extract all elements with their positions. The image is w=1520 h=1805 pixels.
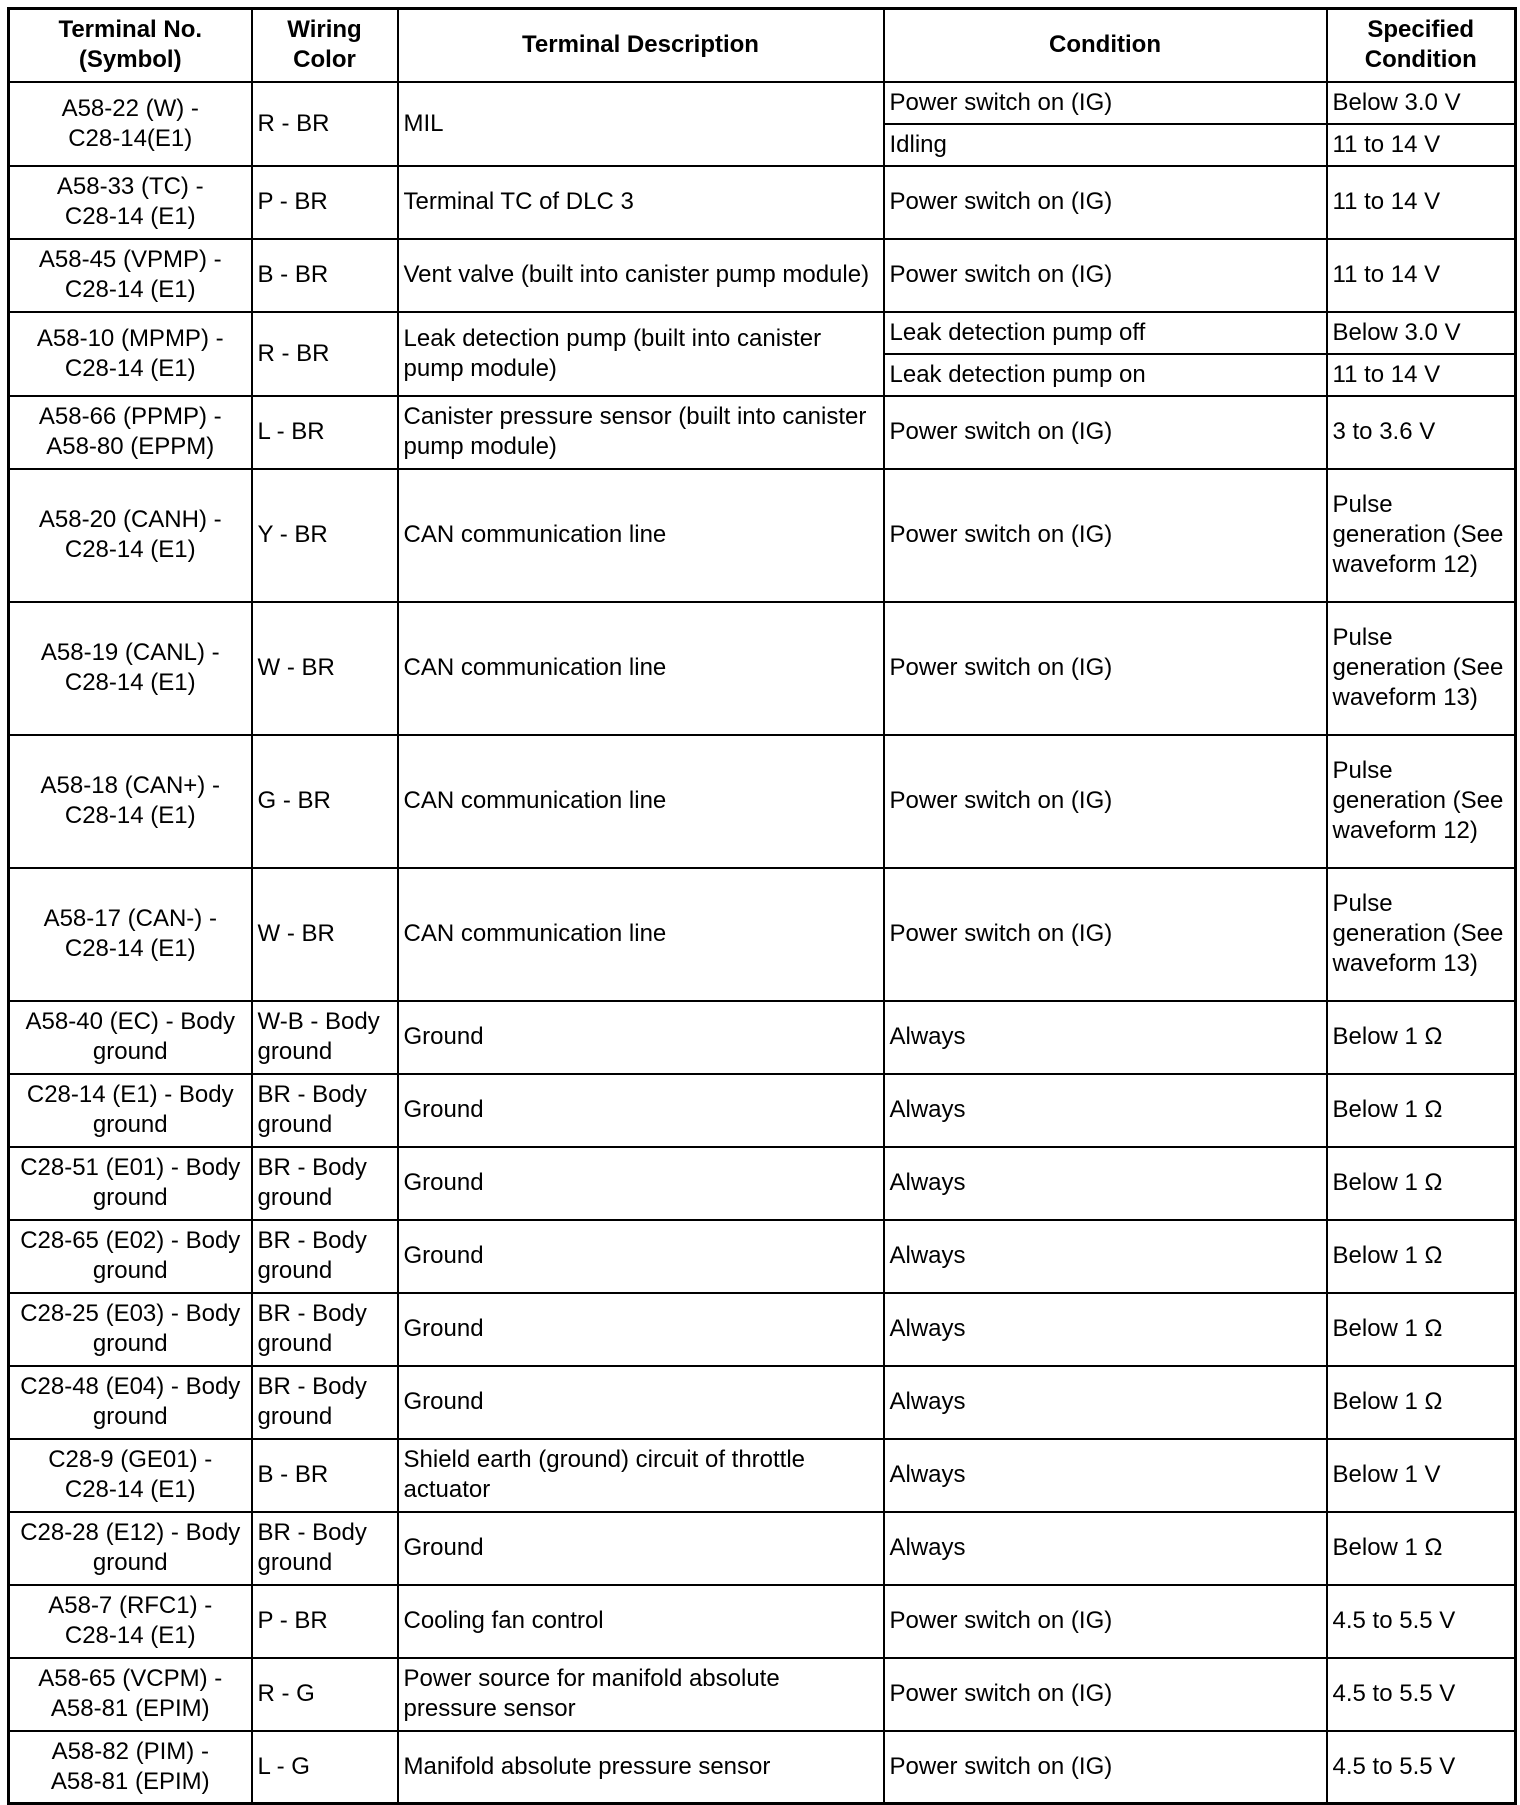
table-row — [9, 166, 1516, 239]
header-terminal: Terminal No. (Symbol) — [9, 9, 252, 82]
cell-wiring-color: Y - BR — [252, 469, 398, 602]
cell-terminal: C28-9 (GE01) - C28-14 (E1) — [9, 1439, 252, 1512]
cell-terminal-description: Cooling fan control — [398, 1585, 884, 1658]
cell-condition: Power switch on (IG) — [884, 82, 1327, 124]
cell-specified-condition: 11 to 14 V — [1327, 124, 1516, 166]
cell-condition: Idling — [884, 124, 1327, 166]
cell-specified-condition: Pulse generation (See waveform 12) — [1327, 735, 1516, 868]
cell-terminal: C28-65 (E02) - Body ground — [9, 1220, 252, 1293]
cell-terminal: A58-45 (VPMP) - C28-14 (E1) — [9, 239, 252, 312]
cell-terminal: A58-10 (MPMP) - C28-14 (E1) — [9, 312, 252, 396]
cell-specified-condition: 11 to 14 V — [1327, 239, 1516, 312]
cell-wiring-color: P - BR — [252, 1585, 398, 1658]
cell-terminal: A58-82 (PIM) - A58-81 (EPIM) — [9, 1731, 252, 1804]
table-row — [9, 1074, 1516, 1147]
header-row — [9, 9, 1516, 82]
cell-terminal: A58-20 (CANH) - C28-14 (E1) — [9, 469, 252, 602]
cell-terminal-description: Ground — [398, 1293, 884, 1366]
cell-condition: Always — [884, 1001, 1327, 1074]
header-wiring-color: Wiring Color — [252, 9, 398, 82]
cell-terminal-description: CAN communication line — [398, 602, 884, 735]
cell-terminal: C28-48 (E04) - Body ground — [9, 1366, 252, 1439]
table-row — [9, 868, 1516, 1001]
cell-terminal: C28-25 (E03) - Body ground — [9, 1293, 252, 1366]
cell-condition: Always — [884, 1220, 1327, 1293]
cell-specified-condition: Pulse generation (See waveform 12) — [1327, 469, 1516, 602]
cell-wiring-color: BR - Body ground — [252, 1220, 398, 1293]
cell-wiring-color: W-B - Body ground — [252, 1001, 398, 1074]
cell-specified-condition: 4.5 to 5.5 V — [1327, 1658, 1516, 1731]
cell-terminal-description: Terminal TC of DLC 3 — [398, 166, 884, 239]
cell-terminal-description: Ground — [398, 1147, 884, 1220]
table-row — [9, 602, 1516, 735]
cell-terminal: A58-40 (EC) - Body ground — [9, 1001, 252, 1074]
cell-terminal-description: CAN communication line — [398, 868, 884, 1001]
cell-condition: Power switch on (IG) — [884, 166, 1327, 239]
cell-terminal-description: Ground — [398, 1074, 884, 1147]
cell-terminal: A58-19 (CANL) - C28-14 (E1) — [9, 602, 252, 735]
cell-terminal-description: Shield earth (ground) circuit of throttle actuator — [398, 1439, 884, 1512]
cell-wiring-color: L - G — [252, 1731, 398, 1804]
table-row — [9, 1366, 1516, 1439]
cell-terminal: A58-66 (PPMP) - A58-80 (EPPM) — [9, 396, 252, 469]
table-row — [9, 1293, 1516, 1366]
cell-wiring-color: B - BR — [252, 239, 398, 312]
cell-wiring-color: W - BR — [252, 868, 398, 1001]
cell-condition: Power switch on (IG) — [884, 602, 1327, 735]
table-row — [9, 82, 1516, 124]
table-row — [9, 1220, 1516, 1293]
cell-wiring-color: BR - Body ground — [252, 1366, 398, 1439]
cell-specified-condition: Below 3.0 V — [1327, 82, 1516, 124]
cell-terminal-description: Canister pressure sensor (built into canister pump module) — [398, 396, 884, 469]
table-row — [9, 1512, 1516, 1585]
cell-terminal-description: Ground — [398, 1512, 884, 1585]
cell-specified-condition: Below 1 Ω — [1327, 1220, 1516, 1293]
cell-condition: Always — [884, 1512, 1327, 1585]
table-row — [9, 396, 1516, 469]
cell-terminal-description: Ground — [398, 1366, 884, 1439]
cell-wiring-color: BR - Body ground — [252, 1074, 398, 1147]
cell-terminal: A58-17 (CAN-) - C28-14 (E1) — [9, 868, 252, 1001]
terminal-table-container — [7, 7, 1517, 1805]
cell-terminal: C28-14 (E1) - Body ground — [9, 1074, 252, 1147]
cell-specified-condition: 11 to 14 V — [1327, 166, 1516, 239]
cell-specified-condition: Below 1 Ω — [1327, 1366, 1516, 1439]
cell-terminal: A58-33 (TC) - C28-14 (E1) — [9, 166, 252, 239]
cell-wiring-color: BR - Body ground — [252, 1147, 398, 1220]
cell-condition: Power switch on (IG) — [884, 735, 1327, 868]
cell-wiring-color: B - BR — [252, 1439, 398, 1512]
cell-terminal-description: MIL — [398, 82, 884, 166]
cell-wiring-color: R - BR — [252, 312, 398, 396]
cell-wiring-color: L - BR — [252, 396, 398, 469]
cell-specified-condition: Below 3.0 V — [1327, 312, 1516, 354]
cell-condition: Power switch on (IG) — [884, 868, 1327, 1001]
cell-terminal: A58-18 (CAN+) - C28-14 (E1) — [9, 735, 252, 868]
cell-condition: Power switch on (IG) — [884, 469, 1327, 602]
table-row — [9, 312, 1516, 354]
cell-specified-condition: Below 1 Ω — [1327, 1001, 1516, 1074]
table-row — [9, 1439, 1516, 1512]
cell-terminal-description: Ground — [398, 1001, 884, 1074]
table-row — [9, 1147, 1516, 1220]
cell-terminal: A58-22 (W) - C28-14(E1) — [9, 82, 252, 166]
cell-specified-condition: Below 1 Ω — [1327, 1512, 1516, 1585]
cell-specified-condition: Below 1 Ω — [1327, 1293, 1516, 1366]
cell-terminal-description: CAN communication line — [398, 735, 884, 868]
table-row — [9, 735, 1516, 868]
cell-wiring-color: G - BR — [252, 735, 398, 868]
cell-condition: Power switch on (IG) — [884, 1658, 1327, 1731]
cell-condition: Power switch on (IG) — [884, 1731, 1327, 1804]
cell-wiring-color: BR - Body ground — [252, 1512, 398, 1585]
cell-specified-condition: Below 1 V — [1327, 1439, 1516, 1512]
table-row — [9, 239, 1516, 312]
cell-specified-condition: 3 to 3.6 V — [1327, 396, 1516, 469]
cell-condition: Leak detection pump off — [884, 312, 1327, 354]
cell-wiring-color: R - G — [252, 1658, 398, 1731]
cell-specified-condition: Pulse generation (See waveform 13) — [1327, 602, 1516, 735]
cell-terminal-description: Ground — [398, 1220, 884, 1293]
cell-condition: Always — [884, 1147, 1327, 1220]
cell-wiring-color: BR - Body ground — [252, 1293, 398, 1366]
cell-terminal-description: Power source for manifold absolute pressure sensor — [398, 1658, 884, 1731]
cell-specified-condition: 11 to 14 V — [1327, 354, 1516, 396]
table-row — [9, 1731, 1516, 1804]
terminal-table — [7, 7, 1517, 1805]
table-row — [9, 1585, 1516, 1658]
cell-wiring-color: R - BR — [252, 82, 398, 166]
cell-condition: Power switch on (IG) — [884, 239, 1327, 312]
cell-condition: Always — [884, 1366, 1327, 1439]
table-body — [9, 82, 1516, 1804]
cell-terminal: C28-28 (E12) - Body ground — [9, 1512, 252, 1585]
cell-condition: Power switch on (IG) — [884, 396, 1327, 469]
cell-condition: Always — [884, 1439, 1327, 1512]
table-row — [9, 1001, 1516, 1074]
cell-wiring-color: W - BR — [252, 602, 398, 735]
cell-specified-condition: Below 1 Ω — [1327, 1074, 1516, 1147]
cell-condition: Always — [884, 1293, 1327, 1366]
table-row — [9, 469, 1516, 602]
header-specified-condition: Specified Condition — [1327, 9, 1516, 82]
cell-terminal: C28-51 (E01) - Body ground — [9, 1147, 252, 1220]
cell-terminal-description: Manifold absolute pressure sensor — [398, 1731, 884, 1804]
header-condition: Condition — [884, 9, 1327, 82]
cell-specified-condition: 4.5 to 5.5 V — [1327, 1585, 1516, 1658]
header-terminal-description: Terminal Description — [398, 9, 884, 82]
cell-wiring-color: P - BR — [252, 166, 398, 239]
cell-condition: Leak detection pump on — [884, 354, 1327, 396]
cell-specified-condition: Pulse generation (See waveform 13) — [1327, 868, 1516, 1001]
cell-terminal-description: Leak detection pump (built into canister pump module) — [398, 312, 884, 396]
cell-condition: Power switch on (IG) — [884, 1585, 1327, 1658]
cell-terminal: A58-65 (VCPM) - A58-81 (EPIM) — [9, 1658, 252, 1731]
cell-terminal-description: CAN communication line — [398, 469, 884, 602]
cell-specified-condition: Below 1 Ω — [1327, 1147, 1516, 1220]
cell-condition: Always — [884, 1074, 1327, 1147]
cell-specified-condition: 4.5 to 5.5 V — [1327, 1731, 1516, 1804]
cell-terminal: A58-7 (RFC1) - C28-14 (E1) — [9, 1585, 252, 1658]
cell-terminal-description: Vent valve (built into canister pump module) — [398, 239, 884, 312]
table-row — [9, 1658, 1516, 1731]
